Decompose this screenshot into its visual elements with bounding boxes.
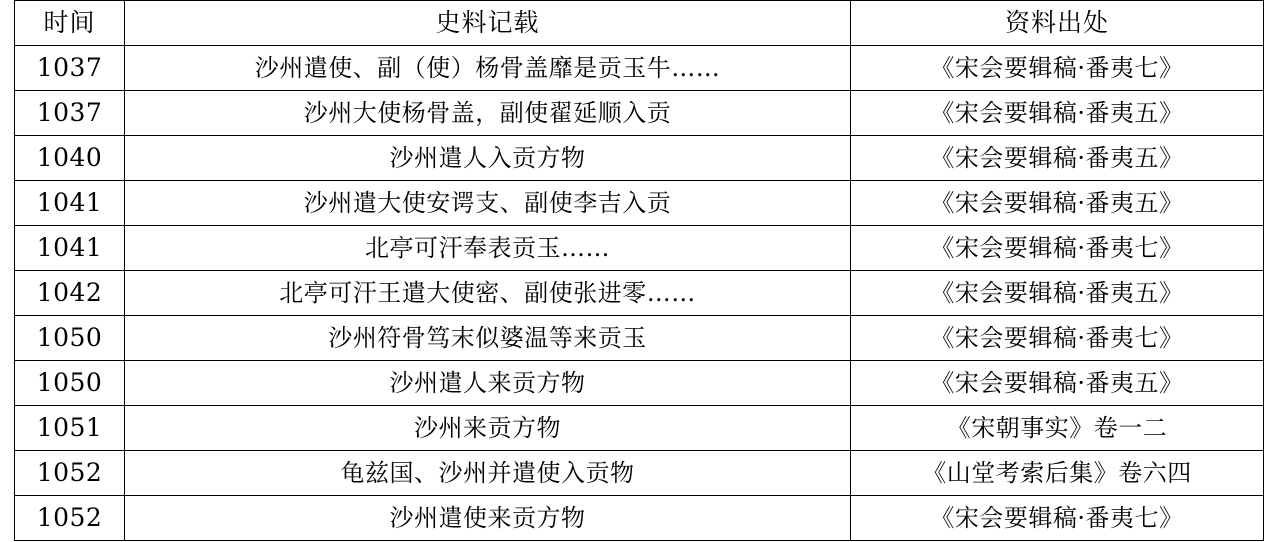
cell-time: 1040: [15, 136, 125, 181]
table-header: [15, 1, 1264, 46]
cell-time: 1037: [15, 91, 125, 136]
cell-time: 1050: [15, 316, 125, 361]
table-row: [15, 226, 1264, 271]
cell-source: 《宋会要辑稿·番夷五》: [851, 181, 1264, 226]
cell-time: 1051: [15, 406, 125, 451]
cell-time: 1052: [15, 496, 125, 541]
cell-source: 《宋朝事实》卷一二: [851, 406, 1264, 451]
table-row: [15, 181, 1264, 226]
cell-source: 《宋会要辑稿·番夷七》: [851, 316, 1264, 361]
table-row: [15, 496, 1264, 541]
cell-record: 北亭可汗奉表贡玉……: [125, 226, 851, 271]
cell-time: 1041: [15, 226, 125, 271]
column-header-time: 时间: [15, 1, 125, 46]
cell-source: 《宋会要辑稿·番夷五》: [851, 91, 1264, 136]
cell-time: 1037: [15, 46, 125, 91]
cell-record: 沙州遣使来贡方物: [125, 496, 851, 541]
cell-record: 北亭可汗王遣大使密、副使张进零……: [125, 271, 851, 316]
table-row: [15, 361, 1264, 406]
table-row: [15, 406, 1264, 451]
cell-source: 《宋会要辑稿·番夷五》: [851, 271, 1264, 316]
table-row: [15, 316, 1264, 361]
cell-time: 1050: [15, 361, 125, 406]
column-header-record: 史料记载: [125, 1, 851, 46]
historical-records-table: [14, 0, 1264, 541]
cell-time: 1052: [15, 451, 125, 496]
cell-time: 1042: [15, 271, 125, 316]
table-body: [15, 46, 1264, 541]
cell-record: 沙州遣人来贡方物: [125, 361, 851, 406]
cell-record: 沙州遣大使安谔支、副使李吉入贡: [125, 181, 851, 226]
cell-source: 《宋会要辑稿·番夷五》: [851, 136, 1264, 181]
table-row: [15, 46, 1264, 91]
cell-record: 沙州符骨笃末似婆温等来贡玉: [125, 316, 851, 361]
cell-source: 《宋会要辑稿·番夷五》: [851, 361, 1264, 406]
table-header-row: [15, 1, 1264, 46]
cell-source: 《宋会要辑稿·番夷七》: [851, 226, 1264, 271]
table-row: [15, 451, 1264, 496]
cell-record: 沙州遣人入贡方物: [125, 136, 851, 181]
cell-source: 《山堂考索后集》卷六四: [851, 451, 1264, 496]
table-row: [15, 136, 1264, 181]
cell-record: 沙州大使杨骨盖，副使翟延顺入贡: [125, 91, 851, 136]
cell-record: 沙州遣使、副（使）杨骨盖靡是贡玉牛……: [125, 46, 851, 91]
table-row: [15, 271, 1264, 316]
cell-source: 《宋会要辑稿·番夷七》: [851, 46, 1264, 91]
column-header-source: 资料出处: [851, 1, 1264, 46]
cell-record: 龟兹国、沙州并遣使入贡物: [125, 451, 851, 496]
cell-time: 1041: [15, 181, 125, 226]
cell-record: 沙州来贡方物: [125, 406, 851, 451]
cell-source: 《宋会要辑稿·番夷七》: [851, 496, 1264, 541]
table-row: [15, 91, 1264, 136]
